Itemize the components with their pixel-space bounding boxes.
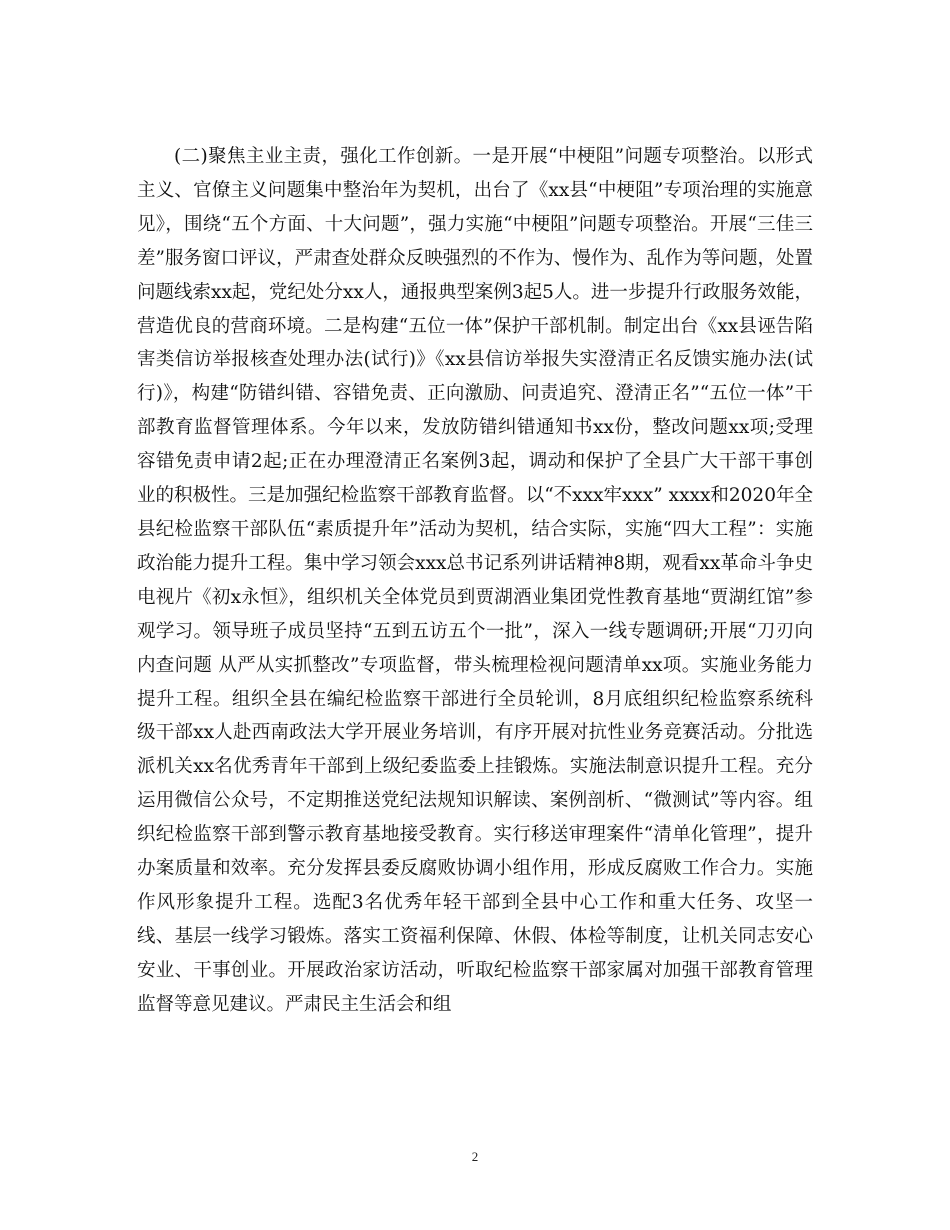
- page-number: 2: [471, 1149, 479, 1164]
- body-paragraph: (二)聚焦主业主责，强化工作创新。一是开展“中梗阻”问题专项整治。以形式主义、官僚主义问题集中整治年为契机，出台了《xx县“中梗阻”专项治理的实施意见》，围绕“五个方面、十大问题”，强力实施“中梗阻”问题专项整治。开展“三佳三差”服务窗口评议，严肃查处群众反映强烈的不作为、慢作为、乱作为等问题，处置问题线索xx起，党纪处分xx人，通报典型案例3起5人。进一步提升行政服务效能，营造优良的营商环境。二是构建“五位一体”保护干部机制。制定出台《xx县诬告陷害类信访举报核查处理办法(试行)》《xx县信访举报失实澄清正名反馈实施办法(试行)》，构建“防错纠错、容错免责、正向激励、问责追究、澄清正名”“五位一体”干部教育监督管理体系。今年以来，发放防错纠错通知书xx份，整改问题xx项;受理容错免责申请2起;正在办理澄清正名案例3起，调动和保护了全县广大干部干事创业的积极性。三是加强纪检监察干部教育监督。以“不xxx牢xxx” xxxx和2020年全县纪检监察干部队伍“素质提升年”活动为契机，结合实际，实施“四大工程”：实施政治能力提升工程。集中学习领会xxx总书记系列讲话精神8期，观看xx革命斗争史电视片《初x永恒》，组织机关全体党员到贾湖酒业集团党性教育基地“贾湖红馆”参观学习。领导班子成员坚持“五到五访五个一批”，深入一线专题调研;开展“刀刃向内查问题 从严从实抓整改”专项监督，带头梳理检视问题清单xx项。实施业务能力提升工程。组织全县在编纪检监察干部进行全员轮训，8月底组织纪检监察系统科级干部xx人赴西南政法大学开展业务培训，有序开展对抗性业务竞赛活动。分批选派机关xx名优秀青年干部到上级纪委监委上挂锻炼。实施法制意识提升工程。充分运用微信公众号，不定期推送党纪法规知识解读、案例剖析、“微测试”等内容。组织纪检监察干部到警示教育基地接受教育。实行移送审理案件“清单化管理”，提升办案质量和效率。充分发挥县委反腐败协调小组作用，形成反腐败工作合力。实施作风形象提升工程。选配3名优秀年轻干部到全县中心工作和重大任务、攻坚一线、基层一线学习锻炼。落实工资福利保障、休假、体检等制度，让机关同志安心安业、干事创业。开展政治家访活动，听取纪检监察干部家属对加强干部教育管理监督等意见建议。严肃民主生活会和组: [137, 146, 813, 1015]
